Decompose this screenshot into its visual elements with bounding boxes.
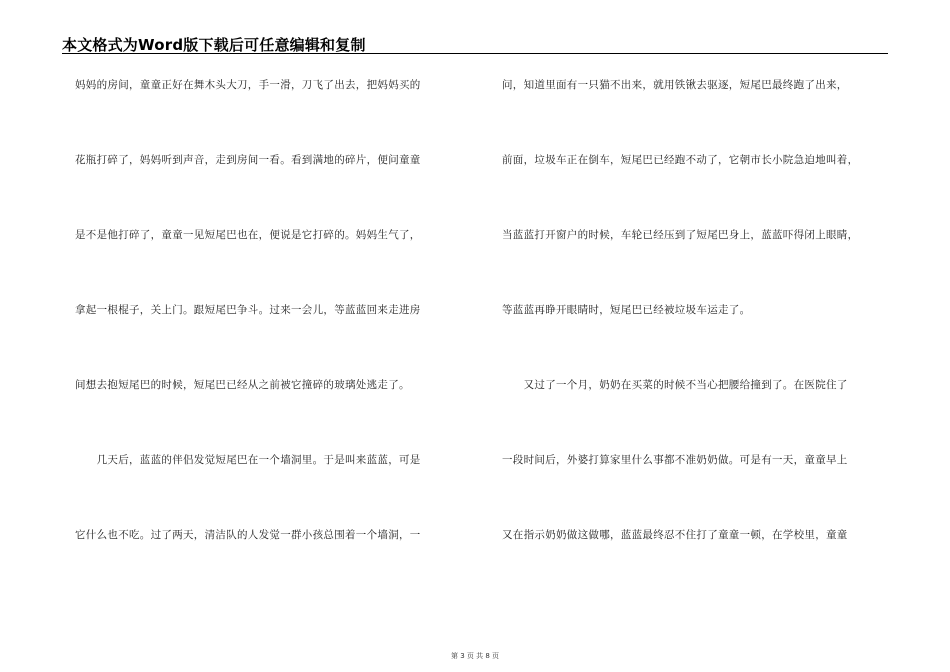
paragraph-line: 等蓝蓝再睁开眼睛时，短尾巴已经被垃圾车运走了。	[502, 304, 751, 316]
paragraph-line: 问，知道里面有一只猫不出来，就用铁锹去驱逐，短尾巴最终跑了出来，	[502, 79, 848, 91]
paragraph-line: 妈妈的房间，童童正好在舞木头大刀，手一滑，刀飞了出去，把妈妈买的	[75, 79, 421, 91]
paragraph-line: 又过了一个月，奶奶在买菜的时候不当心把腰给撞到了。在医院住了	[502, 379, 848, 391]
paragraph-line: 它什么也不吃。过了两天，清洁队的人发觉一群小孩总围着一个墙洞，一	[75, 529, 421, 541]
page-number-footer: 第 3 页 共 8 页	[450, 652, 500, 660]
paragraph-line: 间想去抱短尾巴的时候，短尾巴已经从之前被它撞碎的玻璃处逃走了。	[75, 379, 410, 391]
paragraph-line: 拿起一根棍子，关上门。跟短尾巴争斗。过来一会儿，等蓝蓝回来走进房	[75, 304, 421, 316]
paragraph-line: 花瓶打碎了，妈妈听到声音，走到房间一看。看到满地的碎片，便问童童	[75, 154, 421, 166]
paragraph-line: 是不是他打碎了，童童一见短尾巴也在，便说是它打碎的。妈妈生气了，	[75, 229, 421, 241]
paragraph-line: 又在指示奶奶做这做哪，蓝蓝最终忍不住打了童童一顿，在学校里，童童	[502, 529, 848, 541]
paragraph-line: 前面，垃圾车正在倒车，短尾巴已经跑不动了，它朝市长小院急迫地叫着，	[502, 154, 859, 166]
paragraph-line: 几天后，蓝蓝的伴侣发觉短尾巴在一个墙洞里。于是叫来蓝蓝，可是	[75, 454, 421, 466]
paragraph-line: 当蓝蓝打开窗户的时候，车轮已经压到了短尾巴身上，蓝蓝吓得闭上眼睛，	[502, 229, 859, 241]
paragraph-line: 一段时间后，外婆打算家里什么事都不准奶奶做。可是有一天，童童早上	[502, 454, 848, 466]
header-divider	[62, 53, 888, 54]
page-header-title: 本文格式为Word版下载后可任意编辑和复制	[62, 36, 366, 54]
